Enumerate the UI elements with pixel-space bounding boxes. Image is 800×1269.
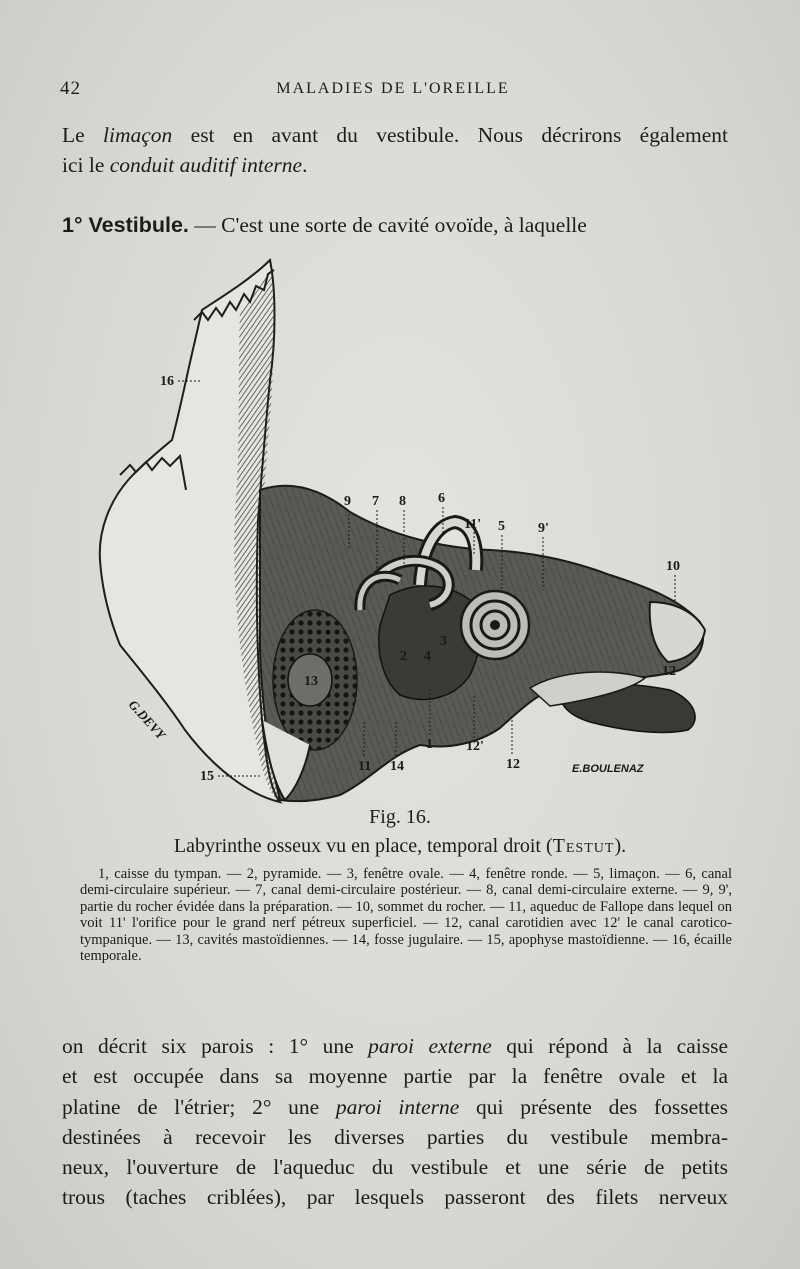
closing-line-5: neux, l'ouverture de l'aqueduc du vestibule et une série de petits xyxy=(62,1155,728,1180)
vestibule-paragraph xyxy=(62,210,728,240)
page-number: 42 xyxy=(60,78,81,99)
label-12prime: 12' xyxy=(466,739,484,754)
label-6: 6 xyxy=(438,491,445,506)
closing-line-6: trous (taches criblées), par lesquels passeront des filets nerveux xyxy=(62,1185,728,1210)
label-3: 3 xyxy=(440,634,447,649)
label-11: 11 xyxy=(358,759,372,774)
label-2: 2 xyxy=(400,649,407,664)
intro-line-2: ici le conduit auditif interne. xyxy=(62,153,308,177)
label-14: 14 xyxy=(390,759,404,774)
closing-line-2: et est occupée dans sa moyenne partie par la fenêtre ovale et la xyxy=(62,1064,728,1089)
label-13: 13 xyxy=(304,674,318,689)
closing-line-4: destinées à recevoir les diverses parties du vestibule membra- xyxy=(62,1124,728,1149)
term-paroi-interne: paroi interne xyxy=(335,1094,460,1119)
figure-number: Fig. 16. xyxy=(369,806,431,828)
term-conduit-auditif-interne: conduit auditif interne xyxy=(109,153,303,177)
label-1: 1 xyxy=(426,737,433,752)
label-15: 15 xyxy=(200,769,214,784)
label-8: 8 xyxy=(399,494,406,509)
cochlea-apex xyxy=(490,620,500,630)
label-10: 10 xyxy=(666,559,680,574)
vestibule-text: — C'est une sorte de cavité ovoïde, à laquelle xyxy=(188,213,587,237)
anatomical-engraving xyxy=(90,250,715,805)
intro-paragraph xyxy=(62,120,728,180)
closing-line-3: platine de l'étrier; 2° une paroi interne qui présente des fossettes xyxy=(62,1094,728,1119)
closing-paragraph xyxy=(62,1031,728,1213)
closing-line-1: on décrit six parois : 1° une paroi externe qui répond à la caisse xyxy=(62,1034,728,1058)
engraver-signature-left: G.DEVY xyxy=(125,696,169,743)
engraver-signature-right: E.BOULENAZ xyxy=(572,763,644,775)
running-title: MALADIES DE L'OREILLE xyxy=(276,80,510,97)
figure-caption: Labyrinthe osseux vu en place, temporal droit (Testut). xyxy=(173,835,627,857)
figure-legend: 1, caisse du tympan. — 2, pyramide. — 3, fenêtre ovale. — 4, fenêtre ronde. — 5, limaçon. — 6, canal demi-circulaire supérieur. — 7, canal demi-circulaire postérieur. — 8, canal demi-circulaire externe. — 9, 9', partie du rocher évidée dans la préparation. — 10, sommet du rocher. — 11, aqueduc de Fallope dans lequel on voit 11' l'orifice pour le grand nerf pétreux superficiel. — 12, canal carotidien avec 12' le canal carotico-tympanique. — 13, cavités mastoïdiennes. — 14, fosse jugulaire. — 15, apophyse mastoïdienne. — 16, écaille temporale. xyxy=(80,866,732,965)
caption-author: Testut xyxy=(552,835,615,857)
running-header xyxy=(60,78,726,102)
section-heading-vestibule: 1° Vestibule. xyxy=(62,213,189,237)
intro-line-1: Le limaçon est en avant du vestibule. Nous décrirons également xyxy=(62,123,728,147)
label-12-right: 12 xyxy=(662,664,676,679)
label-5: 5 xyxy=(498,519,505,534)
label-9prime: 9' xyxy=(538,521,549,536)
term-limacon: limaçon xyxy=(103,123,173,147)
label-7: 7 xyxy=(372,494,379,509)
label-11prime: 11' xyxy=(464,517,482,532)
label-16: 16 xyxy=(160,374,174,389)
term-paroi-externe: paroi externe xyxy=(368,1034,492,1058)
label-9: 9 xyxy=(344,494,351,509)
label-12: 12 xyxy=(506,757,520,772)
label-4: 4 xyxy=(424,649,431,664)
